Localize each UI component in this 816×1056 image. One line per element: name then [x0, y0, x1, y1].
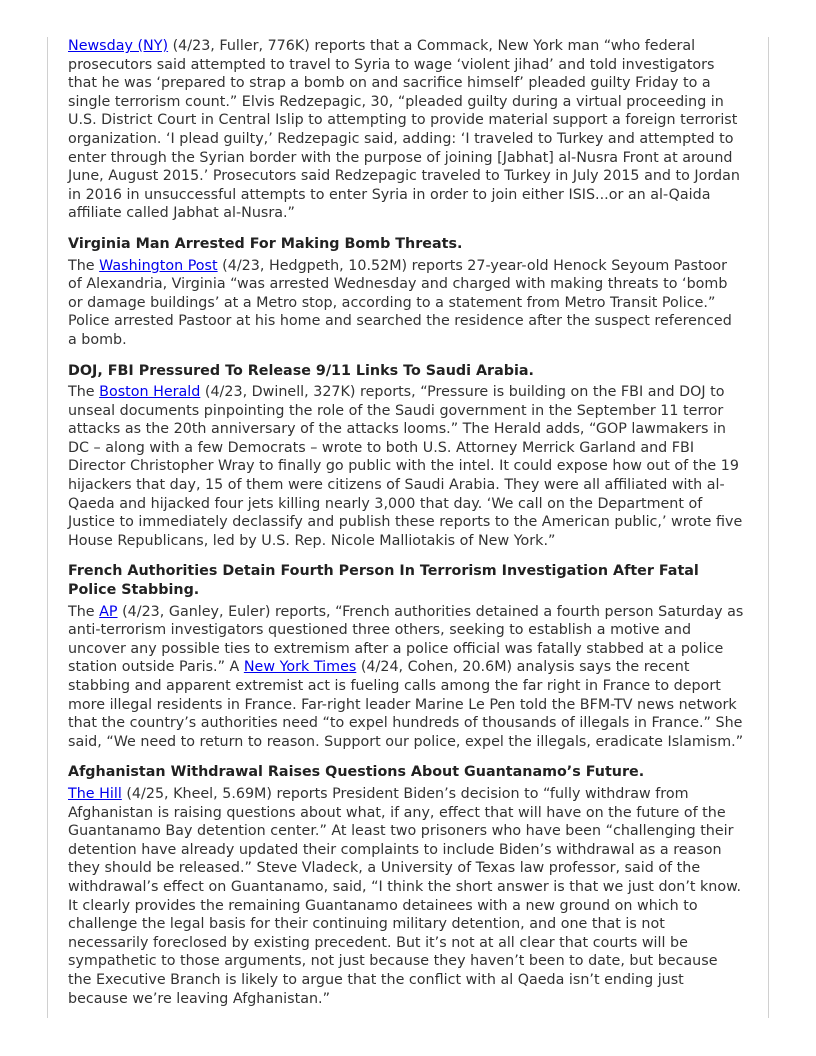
source-link-newsday[interactable]: Newsday (NY)	[68, 38, 169, 54]
story-body	[68, 257, 744, 350]
story-text: The	[68, 384, 100, 401]
source-link-ap[interactable]: AP	[99, 603, 118, 620]
source-link-the-hill[interactable]: The Hill	[68, 785, 122, 802]
story-body	[68, 785, 744, 1008]
story-body	[68, 37, 744, 223]
news-briefing	[68, 37, 744, 1008]
story-text: (4/23, Ganley, Euler) reports, “French authorities detained a fourth person Saturday as anti-terrorism investigators questioned three others, seeking to establish a motive and uncover any possible ties to extremism after a police official was fatally stabbed at a police station outside Paris.” A	[68, 603, 744, 676]
source-link-boston-herald[interactable]: Boston Herald	[99, 384, 201, 401]
story-text: (4/23, Dwinell, 327K) reports, “Pressure is building on the FBI and DOJ to unseal documents pinpointing the role of the Saudi government in the September 11 terror attacks as the 20th anniversary of the attacks looms.” The Herald adds, “GOP lawmakers in DC – along with a few Democrats – wrote to both U.S. Attorney Merrick Garland and FBI Director Christopher Wray to finally go public with the intel. It could expose how out of the 19 hijackers that day, 15 of them were citizens of Saudi Arabia. They were all affiliated with al-Qaeda and hijacked four jets killing nearly 3,000 that day. ‘We call on the Department of Justice to immediately declassify and publish these reports to the American public,’ wrote five House Republicans, led by U.S. Rep. Nicole Malliotakis of New York.”	[68, 384, 743, 549]
story-headline: Virginia Man Arrested For Making Bomb Threats.	[68, 235, 463, 252]
story-headline: Afghanistan Withdrawal Raises Questions About Guantanamo’s Future.	[68, 764, 645, 781]
story-headline: French Authorities Detain Fourth Person In Terrorism Investigation After Fatal Police Stabbing.	[68, 563, 699, 599]
story-text: The	[68, 257, 100, 274]
source-link-new-york-times[interactable]: New York Times	[243, 659, 357, 676]
story-text: (4/23, Hedgpeth, 10.52M) reports 27-year-old Henock Seyoum Pastoor of Alexandria, Virginia “was arrested Wednesday and charged with making threats to ‘bomb or damage buildings’ at a Metro stop, according to a statement from Metro Transit Police.” Police arrested Pastoor at his home and searched the residence after the suspect referenced a bomb.	[68, 257, 732, 348]
story-text: (4/24, Cohen, 20.6M) analysis says the recent stabbing and apparent extremist act is fueling calls among the far right in France to deport more illegal residents in France. Far-right leader Marine Le Pen told the BFM-TV news network that the country’s authorities need “to expel hundreds of thousands of illegals in France.” She said, “We need to return to reason. Support our police, expel the illegals, eradicate Islamism.”	[68, 659, 744, 750]
story-text: (4/23, Fuller, 776K) reports that a Commack, New York man “who federal prosecutors said attempted to travel to Syria to wage ‘violent jihad’ and told investigators that he was ‘prepared to strap a bomb on and sacrifice himself’ pleaded guilty Friday to a single terrorism count.” Elvis Redzepagic, 30, “pleaded guilty during a virtual proceeding in U.S. District Court in Central Islip to attempting to provide material support a foreign terrorist organization. ‘I plead guilty,’ Redzepagic said, adding: ‘I traveled to Turkey and attempted to enter through the Syrian border with the purpose of joining [Jabhat] al-Nusra Front at around June, August 2015.’ Prosecutors said Redzepagic traveled to Turkey in July 2015 and to Jordan in 2016 in unsuccessful attempts to enter Syria in order to join either ISIS...or an al-Qaida affiliate called Jabhat al-Nusra.”	[68, 38, 740, 222]
source-link-washington-post[interactable]: Washington Post	[99, 257, 218, 274]
story-body	[68, 603, 744, 752]
story-body	[68, 383, 744, 550]
story-text: (4/25, Kheel, 5.69M) reports President Biden’s decision to “fully withdraw from Afghanistan is raising questions about what, if any, effect that will have on the future of the Guantanamo Bay detention center.” At least two prisoners who have been “challenging their detention have already updated their complaints to include Biden’s withdrawal as a reason they should be released.” Steve Vladeck, a University of Texas law professor, said of the withdrawal’s effect on Guantanamo, said, “I think the short answer is that we just don’t know. It clearly provides the remaining Guantanamo detainees with a new ground on which to challenge the legal basis for their continuing military detention, and one that is not necessarily foreclosed by existing precedent. But it’s not at all clear that courts will be sympathetic to those arguments, not just because they haven’t been to date, but because the Executive Branch is likely to argue that the conflict with al Qaeda isn’t ending just because we’re leaving Afghanistan.”	[68, 785, 742, 1007]
story-text: The	[68, 603, 100, 620]
story-headline: DOJ, FBI Pressured To Release 9/11 Links To Saudi Arabia.	[68, 362, 534, 379]
